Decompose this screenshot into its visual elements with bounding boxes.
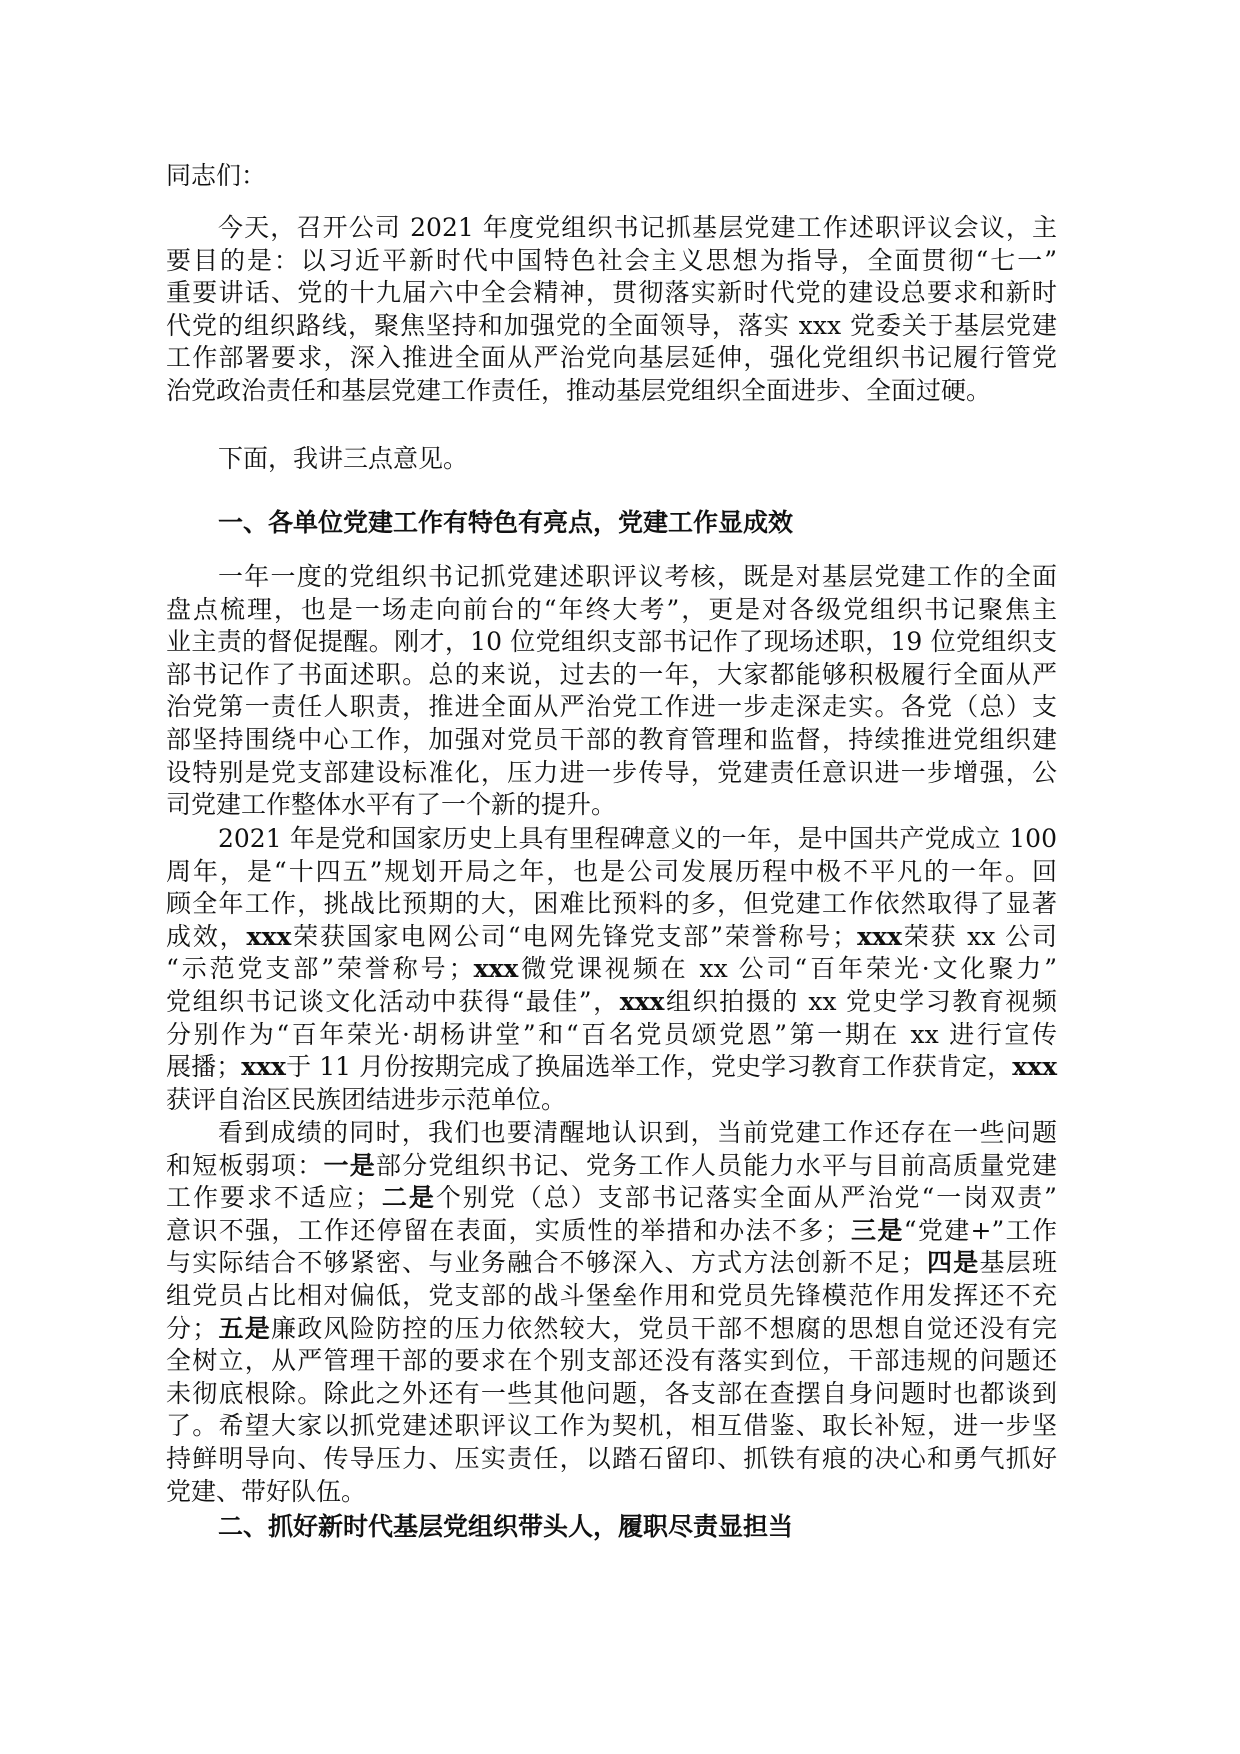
- text-run: 要目的是：以习近平新时代中国特色社会主义思想为指导，全面贯彻“七一”: [166, 245, 1057, 275]
- text-run: 一、各单位党建工作有特色有亮点，党建工作显成效: [218, 508, 794, 537]
- paragraph: [166, 1117, 1057, 1508]
- bold-text: xxx: [241, 1052, 286, 1082]
- text-run: 重要讲话、党的十九届六中全会精神，贯彻落实新时代党的建设总要求和新时: [166, 278, 1057, 308]
- text-line: [166, 724, 1057, 757]
- bold-text: 三是: [849, 1215, 904, 1245]
- text-run: 荣获国家电网公司“电网先锋党支部”荣誉称号；: [291, 921, 858, 951]
- text-run: 与实际结合不够紧密、与业务融合不够深入、方式方法创新不足；: [166, 1248, 926, 1278]
- bold-text: xxx: [473, 954, 519, 984]
- section-heading: [166, 507, 1057, 540]
- paragraph: [166, 561, 1057, 822]
- text-line: [166, 310, 1057, 343]
- bold-text: 四是: [925, 1248, 980, 1278]
- paragraph: [166, 443, 1057, 476]
- text-run: 代党的组织路线，聚焦坚持和加强党的全面领导，落实 xxx 党委关于基层党建: [166, 310, 1057, 340]
- text-line: [166, 507, 1057, 540]
- text-run: 未彻底根除。除此之外还有一些其他问题，各支部在查摆自身问题时也都谈到: [166, 1378, 1057, 1408]
- text-line: [166, 888, 1057, 921]
- text-run: 业主责的督促提醒。刚才，10 位党组织支部书记作了现场述职，19 位党组织支: [166, 627, 1057, 657]
- text-run: 组党员占比相对偏低，党支部的战斗堡垒作用和党员先锋模范作用发挥还不充: [166, 1280, 1057, 1310]
- section-heading: [166, 1511, 1057, 1544]
- text-run: 下面，我讲三点意见。: [218, 444, 469, 473]
- bold-text: 二是: [379, 1183, 436, 1213]
- text-run: “党建+”工作: [903, 1215, 1057, 1245]
- text-line: [166, 921, 1057, 954]
- text-line: [166, 659, 1057, 692]
- text-line: [166, 1019, 1057, 1052]
- text-line: [166, 594, 1057, 627]
- text-line: [166, 277, 1057, 310]
- text-line: [166, 856, 1057, 889]
- text-line: [166, 1117, 1057, 1150]
- text-line: [166, 1345, 1057, 1378]
- text-line: [166, 561, 1057, 594]
- text-run: 荣获 xx 公司: [901, 921, 1057, 951]
- text-line: [166, 1313, 1057, 1346]
- text-run: 党建、带好队伍。: [166, 1476, 367, 1506]
- text-run: 廉政风险防控的压力依然较大，党员干部不想腐的思想自觉还没有完: [270, 1313, 1057, 1343]
- text-run: 基层班: [979, 1248, 1057, 1278]
- text-run: 获评自治区民族团结进步示范单位。: [166, 1084, 567, 1114]
- text-run: 2021 年是党和国家历史上具有里程碑意义的一年，是中国共产党成立 100: [218, 824, 1057, 853]
- bold-text: 一是: [323, 1150, 376, 1180]
- text-line: [166, 443, 1057, 476]
- text-line: [166, 1084, 1057, 1117]
- text-line: [166, 245, 1057, 278]
- text-run: 同志们：: [166, 161, 267, 190]
- text-run: 今天，召开公司 2021 年度党组织书记抓基层党建工作述职评议会议，主: [218, 213, 1057, 242]
- text-line: [166, 342, 1057, 375]
- text-run: 部坚持围绕中心工作，加强对党员干部的教育管理和监督，持续推进党组织建: [166, 724, 1057, 754]
- text-run: “示范党支部”荣誉称号；: [166, 954, 474, 984]
- text-run: 全树立，从严管理干部的要求在个别支部还没有落实到位，干部违规的问题还: [166, 1346, 1057, 1376]
- text-run: 意识不强，工作还停留在表面，实质性的举措和办法不多；: [166, 1215, 850, 1245]
- text-run: 治党政治责任和基层党建工作责任，推动基层党组织全面进步、全面过硬。: [166, 375, 992, 405]
- text-run: 分；: [166, 1313, 218, 1343]
- text-line: [166, 1150, 1057, 1183]
- text-run: 工作部署要求，深入推进全面从严治党向基层延伸，强化党组织书记履行管党: [166, 343, 1057, 373]
- bold-text: xxx: [246, 921, 292, 951]
- bold-text: 五是: [217, 1313, 271, 1343]
- text-run: 部书记作了书面述职。总的来说，过去的一年，大家都能够积极履行全面从严: [166, 659, 1057, 689]
- greeting: [166, 160, 1057, 193]
- text-run: 司党建工作整体水平有了一个新的提升。: [166, 790, 617, 820]
- bold-text: xxx: [1012, 1052, 1057, 1082]
- text-line: [166, 1182, 1057, 1215]
- text-run: 持鲜明导向、传导压力、压实责任，以踏石留印、抓铁有痕的决心和勇气抓好: [166, 1443, 1057, 1473]
- text-line: [166, 1378, 1057, 1411]
- text-line: [166, 1280, 1057, 1313]
- paragraph: [166, 823, 1057, 1116]
- text-run: 分别作为“百年荣光·胡杨讲堂”和“百名党员颂党恩”第一期在 xx 进行宣传: [166, 1019, 1057, 1049]
- text-run: 顾全年工作，挑战比预期的大，困难比预料的多，但党建工作依然取得了显著: [166, 889, 1057, 919]
- text-line: [166, 1247, 1057, 1280]
- bold-text: xxx: [619, 986, 665, 1016]
- text-run: 个别党（总）支部书记落实全面从严治党“一岗双责”: [435, 1183, 1057, 1213]
- text-line: [166, 757, 1057, 790]
- text-run: 二、抓好新时代基层党组织带头人，履职尽责显担当: [218, 1512, 794, 1541]
- text-line: [166, 626, 1057, 659]
- text-line: [166, 691, 1057, 724]
- text-run: 成效，: [166, 921, 247, 951]
- text-run: 党组织书记谈文化活动中获得“最佳”，: [166, 986, 620, 1016]
- text-run: 看到成绩的同时，我们也要清醒地认识到，当前党建工作还存在一些问题: [218, 1118, 1057, 1147]
- text-line: [166, 1476, 1057, 1509]
- text-run: 周年，是“十四五”规划开局之年，也是公司发展历程中极不平凡的一年。回: [166, 856, 1057, 886]
- text-line: [166, 1410, 1057, 1443]
- bold-text: xxx: [857, 921, 902, 951]
- text-line: [166, 789, 1057, 822]
- text-line: [166, 212, 1057, 245]
- text-run: 设特别是党支部建设标准化，压力进一步传导，党建责任意识进一步增强，公: [166, 757, 1057, 787]
- text-run: 治党第一责任人职责，推进全面从严治党工作进一步走深走实。各党（总）支: [166, 692, 1057, 722]
- text-run: 组织拍摄的 xx 党史学习教育视频: [664, 986, 1057, 1016]
- text-line: [166, 823, 1057, 856]
- text-run: 工作要求不适应；: [166, 1183, 380, 1213]
- text-run: 盘点梳理，也是一场走向前台的“年终大考”，更是对各级党组织书记聚焦主: [166, 594, 1057, 624]
- text-run: 部分党组织书记、党务工作人员能力水平与目前高质量党建: [375, 1150, 1057, 1180]
- text-line: [166, 375, 1057, 408]
- text-line: [166, 986, 1057, 1019]
- text-line: [166, 1051, 1057, 1084]
- text-run: 了。希望大家以抓党建述职评议工作为契机，相互借鉴、取长补短，进一步坚: [166, 1411, 1057, 1441]
- text-run: 于 11 月份按期完成了换届选举工作，党史学习教育工作获肯定，: [285, 1052, 1013, 1082]
- text-line: [166, 1215, 1057, 1248]
- text-run: 展播；: [166, 1052, 242, 1082]
- text-line: [166, 1443, 1057, 1476]
- text-run: 和短板弱项：: [166, 1150, 324, 1180]
- text-run: 微党课视频在 xx 公司“百年荣光·文化聚力”: [518, 954, 1058, 984]
- text-run: 一年一度的党组织书记抓党建述职评议考核，既是对基层党建工作的全面: [218, 562, 1057, 591]
- text-line: [166, 953, 1057, 986]
- text-line: [166, 160, 1057, 193]
- paragraph: [166, 212, 1057, 408]
- text-line: [166, 1511, 1057, 1544]
